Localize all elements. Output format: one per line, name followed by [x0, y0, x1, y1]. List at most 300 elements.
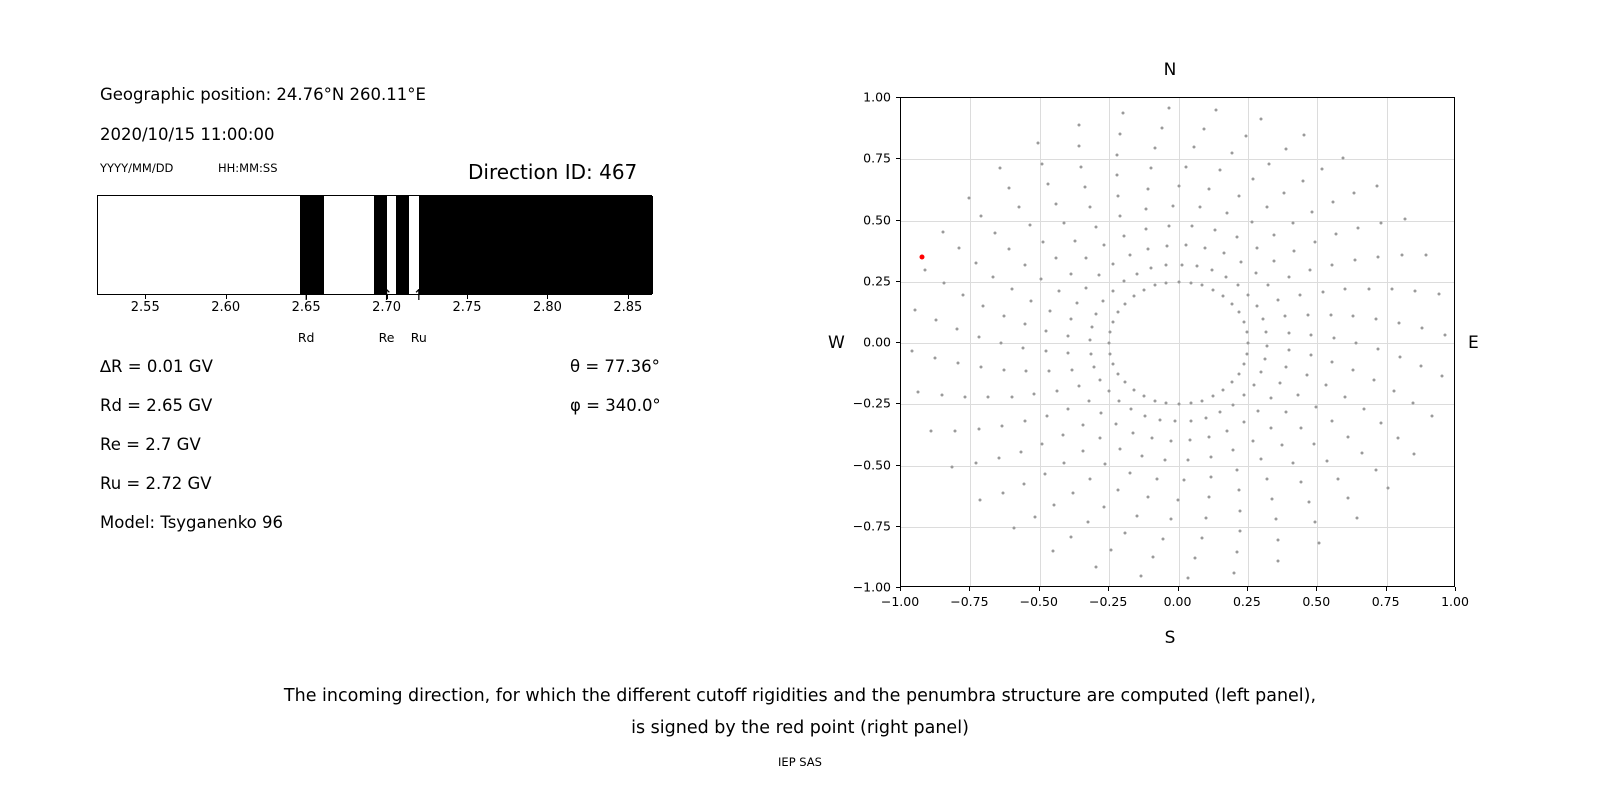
direction-point [1155, 477, 1158, 480]
gridline-vertical [1179, 98, 1180, 586]
direction-point [1169, 439, 1172, 442]
direction-point [1177, 185, 1180, 188]
direction-point [933, 356, 936, 359]
direction-point [1185, 244, 1188, 247]
direction-point [1375, 317, 1378, 320]
direction-point [1375, 184, 1378, 187]
direction-point [1023, 420, 1026, 423]
direction-point [934, 319, 937, 322]
direction-point [1297, 393, 1300, 396]
date-format-label: YYYY/MM/DD [100, 161, 174, 175]
direction-point [1184, 165, 1187, 168]
direction-point [1344, 395, 1347, 398]
left-panel [0, 0, 760, 660]
direction-point [1255, 246, 1258, 249]
direction-point [1337, 478, 1340, 481]
direction-point [1088, 206, 1091, 209]
direction-point [1168, 106, 1171, 109]
direction-point [1135, 272, 1138, 275]
axis-tick-label: 2.75 [452, 300, 482, 315]
direction-point [1025, 370, 1028, 373]
x-axis-tick-label: 0.75 [1371, 594, 1400, 609]
y-axis-tick-label: 0.00 [863, 334, 891, 350]
direction-point [1300, 481, 1303, 484]
direction-point [1269, 396, 1272, 399]
direction-point [1122, 280, 1125, 283]
direction-point [1047, 183, 1050, 186]
direction-point [958, 247, 961, 250]
direction-point [1080, 165, 1083, 168]
direction-point [1398, 321, 1401, 324]
direction-point [956, 362, 959, 365]
direction-point [1165, 402, 1168, 405]
gridline-horizontal [901, 343, 1454, 344]
direction-point [1331, 201, 1334, 204]
direction-point [1251, 439, 1254, 442]
direction-point [1390, 288, 1393, 291]
axis-tick [896, 342, 900, 343]
direction-point [1177, 280, 1180, 283]
direction-point [1146, 496, 1149, 499]
direction-point [1117, 311, 1120, 314]
direction-point [964, 395, 967, 398]
direction-point [1116, 489, 1119, 492]
direction-point [1122, 111, 1125, 114]
direction-point [1299, 294, 1302, 297]
direction-point [1278, 381, 1281, 384]
axis-tick [896, 465, 900, 466]
direction-point [1168, 224, 1171, 227]
direction-point [1293, 250, 1296, 253]
direction-point [1123, 532, 1126, 535]
caption-line-1: The incoming direction, for which the different cutoff rigidities and the penumbra structure are computed (left panel), [283, 686, 1317, 706]
direction-point [1103, 244, 1106, 247]
direction-point [1055, 389, 1058, 392]
direction-point [1083, 186, 1086, 189]
asymptotic-directions-panel [820, 40, 1520, 660]
direction-point [1002, 314, 1005, 317]
direction-point [1331, 420, 1334, 423]
direction-point [1151, 556, 1154, 559]
direction-point [1146, 187, 1149, 190]
direction-point [1277, 560, 1280, 563]
y-axis-tick-label: −1.00 [852, 579, 891, 595]
penumbra-band [374, 196, 387, 294]
direction-point [1420, 364, 1423, 367]
direction-point [1116, 153, 1119, 156]
direction-point [1140, 574, 1143, 577]
direction-point [1119, 214, 1122, 217]
direction-point [1438, 293, 1441, 296]
direction-point [1266, 206, 1269, 209]
direction-point [1119, 447, 1122, 450]
direction-point [1199, 206, 1202, 209]
direction-point [1189, 439, 1192, 442]
direction-point [1123, 234, 1126, 237]
direction-point [1099, 437, 1102, 440]
direction-point [1154, 147, 1157, 150]
direction-point [1237, 311, 1240, 314]
axis-tick [1247, 587, 1248, 591]
y-axis-tick-label: 0.50 [863, 212, 891, 227]
direction-point [1111, 289, 1114, 292]
axis-tick [969, 587, 970, 591]
direction-point [1313, 520, 1316, 523]
figure-caption [0, 680, 1600, 745]
direction-point [1400, 254, 1403, 257]
datetime-label: 2020/10/15 11:00:00 [100, 125, 275, 144]
direction-point [1284, 315, 1287, 318]
direction-point [1129, 472, 1132, 475]
direction-point [1204, 246, 1207, 249]
direction-point [1033, 516, 1036, 519]
direction-point [1236, 551, 1239, 554]
direction-point [1222, 295, 1225, 298]
direction-point [1231, 151, 1234, 154]
direction-point [1094, 565, 1097, 568]
direction-point [974, 262, 977, 265]
direction-point [1230, 302, 1233, 305]
direction-point [1140, 455, 1143, 458]
direction-point [1261, 317, 1264, 320]
direction-point [1109, 331, 1112, 334]
direction-point [1318, 541, 1321, 544]
direction-point [1267, 162, 1270, 165]
direction-point [1288, 348, 1291, 351]
direction-point [1118, 132, 1121, 135]
direction-point [1150, 267, 1153, 270]
direction-point [1270, 426, 1273, 429]
direction-point [1048, 370, 1051, 373]
direction-point [1110, 549, 1113, 552]
penumbra-band [419, 196, 653, 294]
direction-point [1115, 423, 1118, 426]
stat-re: Re = 2.7 GV [100, 435, 201, 454]
stat-phi: φ = 340.0° [570, 396, 661, 415]
direction-point [1049, 309, 1052, 312]
compass-east-label: E [1468, 333, 1479, 353]
direction-point [1045, 414, 1048, 417]
stat-rd: Rd = 2.65 GV [100, 396, 213, 415]
x-axis-tick-label: 0.00 [1163, 594, 1192, 609]
direction-point [1124, 302, 1127, 305]
marker-arrow-re: ↑ [380, 286, 393, 304]
direction-point [1066, 335, 1069, 338]
direction-point [987, 396, 990, 399]
direction-point [1033, 393, 1036, 396]
direction-point [1095, 312, 1098, 315]
direction-point [1076, 302, 1079, 305]
direction-point [1205, 516, 1208, 519]
direction-point [1087, 399, 1090, 402]
axis-tick [896, 220, 900, 221]
axis-tick [1039, 587, 1040, 591]
direction-point [1130, 408, 1133, 411]
direction-point [1273, 233, 1276, 236]
direction-point [1222, 388, 1225, 391]
direction-point [1242, 362, 1245, 365]
geographic-position-label: Geographic position: 24.76°N 260.11°E [100, 85, 426, 104]
axis-tick [896, 281, 900, 282]
direction-point [1310, 333, 1313, 336]
direction-point [951, 466, 954, 469]
direction-point [1063, 221, 1066, 224]
direction-point [1145, 207, 1148, 210]
x-axis-tick-label: 1.00 [1441, 594, 1469, 609]
direction-point [1095, 225, 1098, 228]
direction-point [1208, 436, 1211, 439]
x-axis-tick-label: 0.50 [1302, 594, 1331, 609]
direction-point [1145, 227, 1148, 230]
direction-point [1186, 459, 1189, 462]
direction-point [1102, 300, 1105, 303]
direction-point [1132, 388, 1135, 391]
direction-point [1235, 469, 1238, 472]
direction-point [1210, 269, 1213, 272]
direction-point [1093, 366, 1096, 369]
marker-arrow-rd: ↑ [299, 286, 313, 304]
direction-point [1172, 204, 1175, 207]
direction-point [967, 197, 970, 200]
direction-point [1299, 426, 1302, 429]
direction-point [1078, 144, 1081, 147]
direction-point [1102, 505, 1105, 508]
direction-point [1029, 223, 1032, 226]
direction-point [1257, 410, 1260, 413]
direction-point [940, 394, 943, 397]
direction-point [997, 457, 1000, 460]
direction-point [1146, 247, 1149, 250]
direction-point [1283, 192, 1286, 195]
direction-point [1053, 504, 1056, 507]
gridline-horizontal [901, 221, 1454, 222]
direction-point [1208, 187, 1211, 190]
direction-point [1191, 225, 1194, 228]
direction-point [942, 282, 945, 285]
direction-point [1309, 354, 1312, 357]
x-axis-tick-label: 0.25 [1232, 594, 1261, 609]
direction-point [1424, 254, 1427, 257]
direction-point [979, 366, 982, 369]
direction-point [1054, 202, 1057, 205]
gridline-horizontal [901, 527, 1454, 528]
direction-point [1250, 220, 1253, 223]
direction-point [1287, 276, 1290, 279]
direction-point [1209, 476, 1212, 479]
direction-point [1117, 372, 1120, 375]
axis-tick-label: 2.85 [613, 300, 643, 315]
x-axis-tick-label: −0.25 [1088, 594, 1128, 609]
direction-point [1073, 240, 1076, 243]
axis-tick-label: 2.80 [532, 300, 562, 315]
footer-label: IEP SAS [778, 755, 822, 769]
direction-point [1201, 399, 1204, 402]
direction-point [1347, 497, 1350, 500]
direction-point [1061, 433, 1064, 436]
direction-point [1177, 498, 1180, 501]
direction-point [1335, 233, 1338, 236]
direction-point [1165, 264, 1168, 267]
direction-point [1118, 400, 1121, 403]
direction-point [1160, 126, 1163, 129]
direction-point [1271, 497, 1274, 500]
direction-point [1267, 284, 1270, 287]
penumbra-markers [97, 288, 652, 348]
direction-point [1170, 518, 1173, 521]
direction-point [1291, 221, 1294, 224]
direction-point [1307, 500, 1310, 503]
direction-point [1285, 411, 1288, 414]
direction-point [1329, 313, 1332, 316]
direction-point [1254, 271, 1257, 274]
direction-point [1010, 288, 1013, 291]
direction-point [974, 462, 977, 465]
direction-point [1214, 228, 1217, 231]
direction-point [1084, 257, 1087, 260]
compass-south-label: S [1164, 628, 1176, 648]
direction-point [1361, 451, 1364, 454]
direction-point [1222, 252, 1225, 255]
direction-point [1231, 449, 1234, 452]
direction-point [1392, 389, 1395, 392]
direction-point [1332, 337, 1335, 340]
direction-point [1069, 318, 1072, 321]
direction-point [1128, 253, 1131, 256]
direction-point [1052, 549, 1055, 552]
direction-point [1194, 557, 1197, 560]
y-axis-tick-label: −0.25 [852, 395, 891, 411]
penumbra-structure-plot [97, 195, 652, 295]
direction-point [1387, 486, 1390, 489]
direction-point [1088, 339, 1091, 342]
direction-point [1321, 290, 1324, 293]
direction-point [1193, 146, 1196, 149]
direction-point [1067, 407, 1070, 410]
direction-point [1023, 263, 1026, 266]
direction-point [1274, 518, 1277, 521]
direction-point [1180, 263, 1183, 266]
direction-point [1189, 419, 1192, 422]
direction-point [1353, 259, 1356, 262]
direction-point [1285, 365, 1288, 368]
direction-point [1116, 194, 1119, 197]
direction-point [1099, 378, 1102, 381]
direction-point [913, 309, 916, 312]
direction-point [992, 275, 995, 278]
direction-point [1353, 192, 1356, 195]
direction-point [1430, 414, 1433, 417]
axis-tick-label: 2.60 [211, 300, 241, 315]
direction-point [1081, 423, 1084, 426]
axis-tick [1178, 587, 1179, 591]
direction-point [942, 231, 945, 234]
direction-point [1124, 381, 1127, 384]
direction-point [1002, 369, 1005, 372]
gridline-vertical [970, 98, 971, 586]
direction-point [1380, 421, 1383, 424]
caption-line-2: is signed by the red point (right panel) [631, 718, 969, 739]
direction-point [1045, 329, 1048, 332]
direction-point [1085, 287, 1088, 290]
direction-point [1023, 482, 1026, 485]
direction-point [1209, 456, 1212, 459]
direction-point [1232, 403, 1235, 406]
direction-point [1112, 321, 1115, 324]
direction-point [1019, 450, 1022, 453]
direction-point [1013, 527, 1016, 530]
direction-point [1112, 262, 1115, 265]
direction-point [1186, 577, 1189, 580]
marker-label-re: Re [378, 330, 395, 345]
direction-point [911, 350, 914, 353]
direction-point [1276, 539, 1279, 542]
axis-tick-label: 2.70 [372, 300, 402, 315]
polar-scatter-plot [900, 97, 1455, 587]
direction-point [1177, 403, 1180, 406]
direction-point [1077, 123, 1080, 126]
direction-point [1277, 299, 1280, 302]
direction-point [1182, 479, 1185, 482]
direction-point [1374, 468, 1377, 471]
direction-point [1174, 420, 1177, 423]
direction-point [1247, 293, 1250, 296]
y-axis-tick-label: −0.75 [852, 518, 891, 534]
direction-point [1100, 412, 1103, 415]
direction-point [1238, 194, 1241, 197]
direction-point [1201, 284, 1204, 287]
direction-point [1377, 256, 1380, 259]
direction-point [1301, 179, 1304, 182]
direction-point [1069, 272, 1072, 275]
compass-north-label: N [1163, 60, 1177, 80]
direction-point [1200, 536, 1203, 539]
direction-point [1165, 244, 1168, 247]
marker-label-rd: Rd [297, 330, 315, 345]
stat-ru: Ru = 2.72 GV [100, 474, 212, 493]
direction-point [1040, 277, 1043, 280]
direction-point [1398, 355, 1401, 358]
direction-point [1380, 221, 1383, 224]
direction-point [1225, 211, 1228, 214]
penumbra-band [396, 196, 409, 294]
direction-point [1264, 358, 1267, 361]
direction-point [1057, 290, 1060, 293]
direction-point [1357, 226, 1360, 229]
direction-point [1161, 537, 1164, 540]
marker-label-ru: Ru [410, 330, 427, 345]
direction-point [1214, 109, 1217, 112]
x-axis-tick-label: −1.00 [880, 594, 920, 609]
direction-point [1287, 331, 1290, 334]
compass-west-label: W [828, 333, 845, 353]
gridline-vertical [1387, 98, 1388, 586]
direction-point [1208, 496, 1211, 499]
direction-point [1108, 342, 1111, 345]
direction-point [1313, 442, 1316, 445]
direction-point [1313, 241, 1316, 244]
direction-point [1189, 281, 1192, 284]
direction-id-label: Direction ID: 467 [468, 160, 638, 184]
direction-point [1235, 236, 1238, 239]
direction-point [1239, 509, 1242, 512]
direction-point [1314, 406, 1317, 409]
axis-tick [896, 526, 900, 527]
direction-point [1441, 374, 1444, 377]
direction-point [1219, 411, 1222, 414]
x-axis-tick-label: −0.50 [1019, 594, 1058, 609]
direction-point [1414, 289, 1417, 292]
direction-point [1306, 313, 1309, 316]
